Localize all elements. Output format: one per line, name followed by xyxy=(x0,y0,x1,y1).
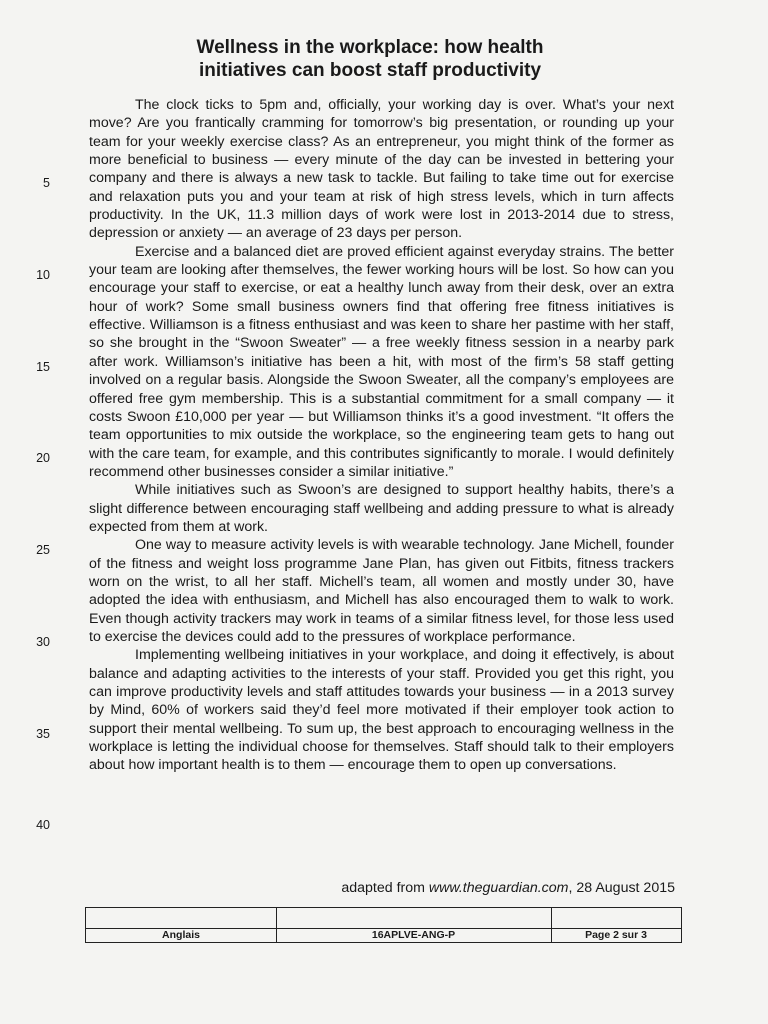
title-line-2: initiatives can boost staff productivity xyxy=(198,60,542,81)
footer-code: 16APLVE-ANG-P xyxy=(276,928,552,943)
line-number-5: 5 xyxy=(43,176,50,190)
paragraph-4: One way to measure activity levels is with wearable technology. Jane Michell, founder of the fitness and weight loss programme Jane Plan, has given out Fitbits, fitness trackers worn on the wrist, to all her staff. Michell’s team, all women and mostly under 30, have adopted the idea with enthusiasm, and Michell has also encouraged them to walk to work. Even though activity trackers may work in teams of a similar fitness level, for those less used to exercise the devices could add to the pressures of workplace performance. xyxy=(89,537,674,645)
line-number-40: 40 xyxy=(36,818,50,832)
footer-table xyxy=(85,907,682,943)
footer-page-number: Page 2 sur 3 xyxy=(585,929,647,941)
footer-divider xyxy=(276,908,277,928)
line-number-20: 20 xyxy=(36,451,50,465)
footer-top-band xyxy=(86,908,681,929)
source-date: , 28 August 2015 xyxy=(568,880,675,896)
article-title xyxy=(120,36,620,82)
line-number-10: 10 xyxy=(36,268,50,282)
paragraph-1: The clock ticks to 5pm and, officially, your working day is over. What’s your next move? Are you frantically cramming for tomorrow’s big presentation, or rounding up your team for your weekly exercise class? As an entrepreneur, you might think of the former as more beneficial to business — every minute of the day can be invested in bettering your company and there is always a new task to tackle. But failing to take time out for exercise and relaxation puts you and your team at risk of high stress levels, which in turn affects productivity. In the UK, 11.3 million days of work were lost in 2013-2014 due to stress, depression or anxiety — an average of 23 days per person. xyxy=(89,97,674,242)
title-line-1: Wellness in the workplace: how health xyxy=(196,37,544,58)
article-body xyxy=(89,96,674,775)
source-prefix: adapted from xyxy=(341,880,429,896)
paragraph-5: Implementing wellbeing initiatives in your workplace, and doing it effectively, is about balance and adapting activities to the interests of your staff. Provided you get this right, you can improve productivity levels and staff attitudes towards your business — in a 2013 survey by Mind, 60% of workers said they’d feel more motivated if their employer took action to support their mental wellbeing. To sum up, the best approach to encouraging wellness in the workplace is letting the individual choose for themselves. Staff should talk to their employers about how important health is to them — encourage them to open up conversations. xyxy=(89,647,674,774)
paragraph-2: Exercise and a balanced diet are proved efficient against everyday strains. The better your team are looking after themselves, the fewer working hours will be lost. So how can you encourage your staff to exercise, or eat a healthy lunch away from their desk, over an extra hour of work? Some small business owners find that offering free fitness initiatives is effective. Williamson is a fitness enthusiast and was keen to share her pastime with her staff, so she brought in the “Swoon Sweater” — a free weekly fitness session in a nearby park after work. Williamson’s initiative has been a hit, with most of the firm’s 58 staff getting involved on a regular basis. Alongside the Swoon Sweater, all the company’s employees are offered free gym membership. This is a substantial commitment for a small company — it costs Swoon £10,000 per year — but Williamson thinks it’s a good investment. “It offers the team opportunities to mix outside the workplace, so the engineering team gets to hang out with the care team, for example, and this contributes significantly to morale. I would definitely recommend other businesses consider a similar initiative.” xyxy=(89,243,674,480)
line-number-30: 30 xyxy=(36,635,50,649)
footer-subject: Anglais xyxy=(86,928,277,943)
source-citation xyxy=(300,880,675,896)
paragraph-3: While initiatives such as Swoon’s are designed to support healthy habits, there’s a slight difference between encouraging staff wellbeing and adding pressure to what is already expected from them at work. xyxy=(89,482,674,535)
line-number-25: 25 xyxy=(36,543,50,557)
line-number-15: 15 xyxy=(36,360,50,374)
source-url: www.theguardian.com xyxy=(428,880,569,896)
line-number-35: 35 xyxy=(36,727,50,741)
footer-divider xyxy=(551,908,552,928)
